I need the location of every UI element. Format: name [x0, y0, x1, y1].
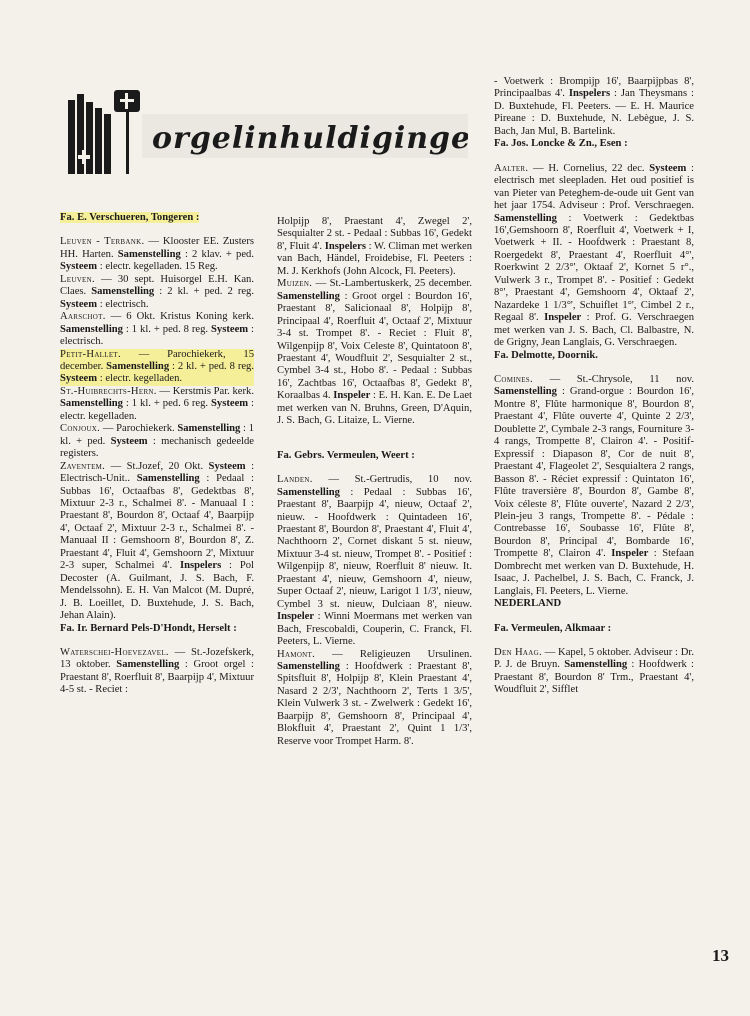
firm-heading: Fa. Delmotte, Doornik.: [494, 349, 598, 361]
organ-entry: Muizen. — St.-Lambertuskerk, 25 december. Samenstelling : Groot orgel : Bourdon 16', Praestant 8', Salicionaal 8', Holpijp 8', Principaal 4', Roerfluit 4', Octaaf 2', Mixtuur 3-4 st. Trompet 8'. - Reciet : Fluit 8', Wilgenpijp 8', Voix Celeste 8', Quintatoon 8', Praestant 4', Woudfluit 2', Sesquialter 2 st., Cymbel 3-4 st., Hobo 8'. - Pedaal : Subbas 16', Zachtbas 16', Octaafbas 8', Gedekt 8', Koraalbas 4. Inspeler : E. H. Kan. E. De Laet met werken van N. Bruhns, Green, D'Aquin, J. S. Bach, G. Litaize, L. Vierne.: [277, 278, 472, 427]
firm-heading: Fa. Ir. Bernard Pels-D'Hondt, Herselt :: [60, 622, 237, 634]
header-banner: [68, 88, 468, 178]
organ-entry-highlighted: Petit-Hallet. — Parochiekerk, 15 december. Samenstelling : 2 kl. + ped. 8 reg. Systeem : electr. kegelladen.: [60, 348, 254, 385]
organ-entry: Aalter. — H. Cornelius, 22 dec. Systeem : electrisch met sleepladen. Het oud positief is van Pieter van Peteghem-de-oude uit Gent van het jaar 1754. Adviseur : Prof. Verschraegen. Samenstelling : Voetwerk : Gedektbas 16',Gemshoorn 8', Roerfluit 4', Voetwerk + I, Voetwerk + II. - Hoofdwerk : Praestant 8, Roergedekt 8', Praestant 4', Roerfluit 4°', Roerkwint 2 2/3°', Oktaaf 2', Kornet 5 r°., Vulwerk 3 r., Trompet 8'. - Positief : Gedekt 8°', Praestant 4', Gemshoorn 4', Oktaaf 2', Nazardeke 1 1/3°', Schuiflet 1°', Cimbel 2 r., Regaal 8'. Inspeler : Prof. G. Verschraegen met werken van J. S. Bach, Cl. Balbastre, N. de Grigny, Jean Langlais, G. Verschraegen.: [494, 162, 694, 349]
organ-entry: Zaventem. — St.Jozef, 20 Okt. Systeem : Electrisch-Unit.. Samenstelling : Pedaal : Subbas 16', Octaafbas 8', Gedektbas 8', Mixtuur 2-3 r., Schalmei 8'. - Manuaal I : Praestant 8', Bourdon 8', Octaaf 4', Baarpijp 4', Octaaf 2', Mixtuur 2-3 r., Schalmei 8'. - Manuaal II : Gemshoorn 8', Bourdon 8', Z. Praestant 4', Fluit 4', Gemshoorn 2', Mixtuur 2-3 super, Schalmei 4'. Inspelers : Pol Decoster (A. Guilmant, J. S. Bach, F. Mendelssohn). E. H. Van Malcot (M. Dupré, J. B. Loeillet, D. Buxtehude, J. S. Bach, Jehan Alain).: [60, 460, 255, 622]
section-heading: NEDERLAND: [494, 598, 562, 610]
column-3: [494, 76, 694, 697]
page-number: 13: [712, 946, 729, 965]
organ-pipes-logo: [68, 88, 468, 178]
column-1: [60, 212, 254, 697]
header-title: orgelinhuldigingen: [152, 121, 468, 156]
organ-entry: Den Haag. — Kapel, 5 oktober. Adviseur : Dr. P. J. de Bruyn. Samenstelling : Hoofdwerk : Praestant 8', Bourdon 8' Trm., Praestant 4', Woudfluit 2', Sifflet: [494, 647, 695, 696]
organ-entry: Aarschot. — 6 Okt. Kristus Koning kerk. Samenstelling : 1 kl. + ped. 8 reg. Systeem : electrisch.: [60, 311, 254, 348]
firm-heading: Fa. Jos. Loncke & Zn., Esen :: [494, 138, 628, 150]
spacer: [277, 428, 472, 450]
organ-entry: Landen. — St.-Gertrudis, 10 nov. Samenstelling : Pedaal : Subbas 16', Praestant 8', Baarpijp 4', nieuw, Octaaf 2', nieuw. - Hoofdwerk : Quintadeen 16', Praestant 8', Bourdon 8', Praestant 4', Fluit 4', Nachthoorn 2', Cornet diskant 5 st. nieuw, Mixtuur 3-4 st. nieuw, Trompet 8'. - Positief : Wilgenpijp 8', nieuw, Roerfluit 8' nieuw. It. Praestant 4', nieuw, Gemshoorn 4', nieuw, Super Octaaf 2', nieuw, Larigot 1 1/3', nieuw, Cymbel 3 st. nieuw, Dulciaan 8', nieuw. Inspeler : Winni Moermans met werken van Bach, Frescobaldi, Couperin, C. Franck, Fl. Peeters, L. Vierne.: [277, 474, 472, 648]
firm-heading: Fa. E. Verschueren, Tongeren :: [60, 212, 200, 223]
organ-entry: Leuven - Terbank. — Klooster EE. Zusters HH. Harten. Samenstelling : 2 klav. + ped. Systeem : electr. kegelladen. 15 Reg.: [60, 236, 254, 273]
organ-entry: St.-Huibrechts-Hern. — Kerstmis Par. kerk. Samenstelling : 1 kl. + ped. 6 reg. Systeem : electr. kegelladen.: [60, 385, 254, 422]
organ-entry: Hamont. — Religieuzen Ursulinen. Samenstelling : Hoofdwerk : Praestant 8', Spitsfluit 8', Holpijp 8', Klein Praestant 4', Nasard 2 2/3', Nachthoorn 2', Terts 1 3/5', Klein Vulwerk 3 st. - Zwelwerk : Gedekt 16', Baarpijp 8', Gemshoorn 8', Principaal 4', Blokfluit 4', Praestant 2', Quint 1 1/3', Reserve voor Trompet Harm. 8'.: [277, 648, 472, 747]
organ-entry: Waterschei-Hoevezavel. — St.-Jozefskerk, 13 oktober. Samenstelling : Groot orgel : Praestant 8', Roerfluit 8', Baarpijp 4', Mixtuur 4-5 st. - Reciet :: [60, 646, 254, 696]
organ-entry-continued: Holpijp 8', Praestant 4', Zwegel 2', Sesquialter 2 st. - Pedaal : Subbas 16', Gedekt 8', Fluit 4'. Inspelers : W. Climan met werken van Bach, Händel, Froidebise, Fl. Peeters : M. J. Kerkhofs (John Alcock, Fl. Peeters).: [277, 216, 473, 277]
firm-heading: Fa. Vermeulen, Alkmaar :: [494, 622, 612, 634]
organ-entry: Comines. — St.-Chrysole, 11 nov. Samenstelling : Grand-orgue : Bourdon 16', Montre 8', Flûte harmonique 8', Bourdon 8', Praestant 4', Flûte ouverte 4', Quinte 2 2/3', Doublette 2', Cymbale 2-3 rangs, Fourniture 3-4 rangs, Trompette 8', Clairon 4'. - Positif-Expressif : Diapason 8', Cor de nuit 8', Praestant 4', Flageolet 2', Sesquialtera 2 rangs, Basson 8'. - Réciet expressif : Quintaton 16', Flûte traversière 8', Bourdon 8', Gambe 8', Voix céleste 8', Flûte ouverte', Nazard 2 2/3', Plein-jeu 3 rangs, Trompette 8'. - Pédale : Contrebasse 16', Soubasse 16', Flûte 8', Bourdon 8', Principal 4', Bombarde 16', Trompette 8', Clairon 4'. Inspeler : Stefaan Dombrecht met werken van D. Buxtehude, H. Isaac, J. Pachelbel, J. S. Bach, C. Franck, J. Langlais, Fl. Peeters, L. Vierne.: [494, 373, 694, 597]
organ-entry: Conjoux. — Parochiekerk. Samenstelling : 1 kl. + ped. Systeem : mechanisch gedeelde registers.: [60, 423, 254, 460]
organ-entry: Leuven. — 30 sept. Huisorgel E.H. Kan. Claes. Samenstelling : 2 kl. + ped. 2 reg. Systeem : electrisch.: [60, 273, 254, 310]
firm-heading: Fa. Gebrs. Vermeulen, Weert :: [277, 449, 415, 461]
column-2: [277, 216, 472, 748]
organ-entry-continued: - Voetwerk : Brompijp 16', Baarpijpbas 8', Principaalbas 4'. Inspelers : Jan Theysmans : D. Buxtehude, Fl. Peeters. — E. H. Maurice Pireane : D. Buxtehude, N. Lebègue, J. S. Bach, Jan Mul, B. Bartelink.: [494, 76, 694, 137]
